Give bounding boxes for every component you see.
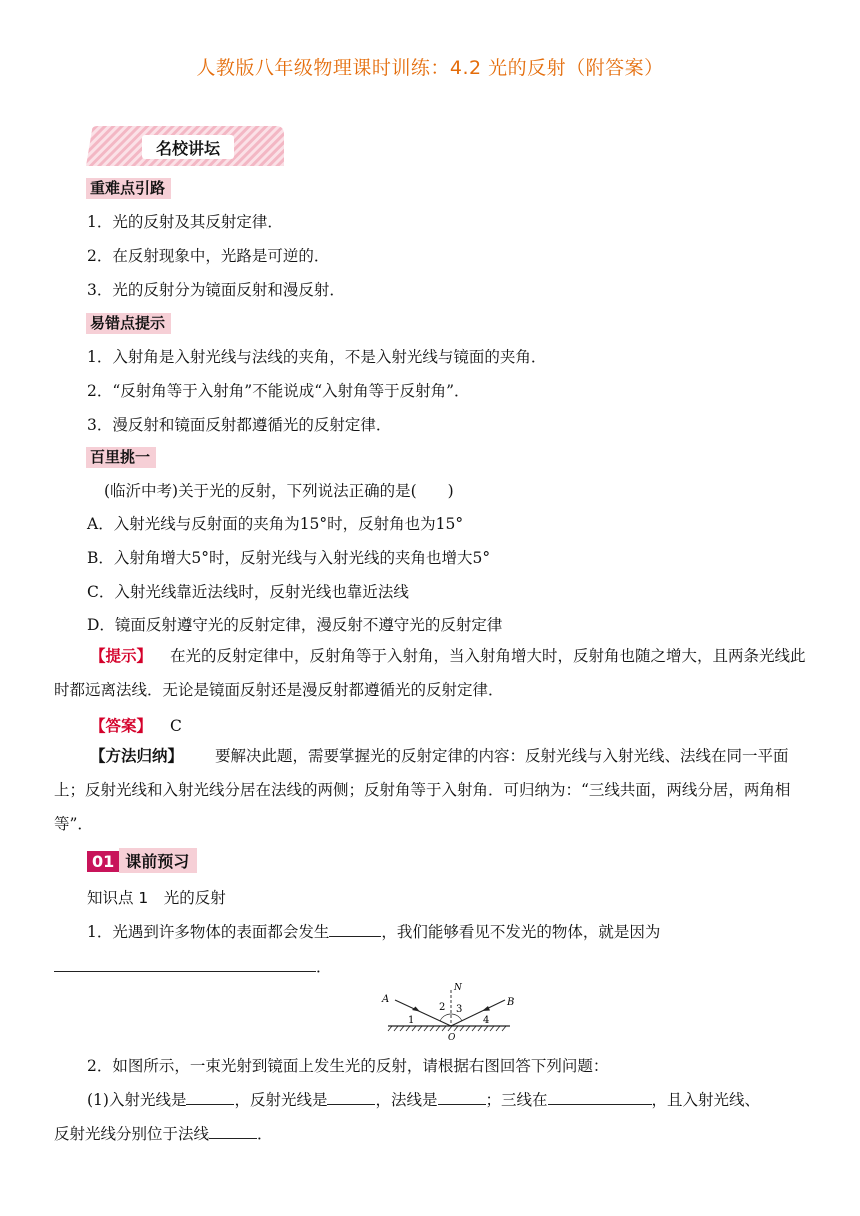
question-1: [87, 920, 660, 942]
answer-label: 【答案】: [90, 716, 153, 735]
answer-blank[interactable]: [548, 1089, 652, 1106]
answer-blank[interactable]: [329, 921, 381, 938]
key-points-tag: 重难点引路: [86, 178, 171, 199]
hint-label: 【提示】: [90, 646, 153, 665]
answer-value: C: [170, 717, 182, 735]
angle-1-label: 1: [408, 1015, 415, 1026]
question-2-1: [87, 1088, 760, 1110]
angle-2-label: 2: [439, 1002, 446, 1013]
knowledge-point-label: 知识点 1 光的反射: [87, 889, 226, 907]
question-2-1-end: ．: [257, 1125, 273, 1143]
banner-label: 名校讲坛: [155, 139, 220, 158]
example-option: C．入射光线靠近法线时，反射光线也靠近法线: [87, 583, 409, 601]
preview-number: 01: [87, 851, 119, 872]
answer-blank[interactable]: [327, 1089, 375, 1106]
answer-blank[interactable]: [438, 1089, 486, 1106]
reflection-diagram: [378, 978, 518, 1042]
example-question: (临沂中考)关于光的反射，下列说法正确的是( ): [104, 482, 454, 500]
answer-blank[interactable]: [209, 1123, 257, 1140]
key-point-item: 2．在反射现象中，光路是可逆的．: [87, 247, 330, 265]
answer-blank[interactable]: [186, 1089, 234, 1106]
key-point-item: 1．光的反射及其反射定律．: [87, 213, 283, 231]
question-2-1-text: 反射光线分别位于法线: [54, 1125, 210, 1143]
preview-heading: [87, 848, 197, 873]
hint-paragraph: [54, 639, 806, 707]
question-1-text: ，我们能够看见不发光的物体，就是因为: [381, 923, 661, 941]
reflection-diagram-icon: [378, 978, 518, 1042]
question-2-1-text: (1)入射光线是: [87, 1091, 187, 1109]
error-point-item: 3．漫反射和镜面反射都遵循光的反射定律．: [87, 416, 392, 434]
preview-label: 课前预习: [119, 848, 197, 873]
example-option: B．入射角增大5°时，反射光线与入射光线的夹角也增大5°: [87, 549, 491, 567]
question-2-1-text: ；三线在: [485, 1091, 548, 1109]
question-2-1-text: ，反射光线是: [234, 1091, 328, 1109]
point-b-label: B: [507, 997, 515, 1008]
question-2: 2．如图所示，一束光射到镜面上发生光的反射，请根据右图回答下列问题：: [87, 1057, 609, 1075]
normal-n-label: N: [454, 983, 462, 993]
question-1-continued: [54, 955, 332, 977]
question-2-1-text: ，且入射光线、: [651, 1091, 761, 1109]
method-text: 要解决此题，需要掌握光的反射定律的内容：反射光线与入射光线、法线在同一平面上；反射光线和入射光线分居在法线的两侧；反射角等于入射角．可归纳为：“三线共面，两线分居，两角相等”．: [54, 747, 791, 833]
example-tag: 百里挑一: [86, 447, 156, 468]
question-1-end: ．: [316, 958, 332, 976]
error-point-item: 2．“反射角等于入射角”不能说成“入射角等于反射角”．: [87, 382, 470, 400]
question-2-1-text: ，法线是: [375, 1091, 438, 1109]
question-2-1-continued: [54, 1122, 273, 1144]
question-1-text: 1．光遇到许多物体的表面都会发生: [87, 923, 330, 941]
section-banner: [86, 126, 284, 166]
example-option: A．入射光线与反射面的夹角为15°时，反射角也为15°: [87, 515, 464, 533]
error-points-tag: 易错点提示: [86, 313, 171, 334]
example-option: D．镜面反射遵守光的反射定律，漫反射不遵守光的反射定律: [87, 616, 503, 634]
page-title: 人教版八年级物理课时训练：4.2 光的反射（附答案）: [196, 57, 664, 79]
angle-3-label: 3: [456, 1004, 463, 1015]
answer-blank[interactable]: [54, 956, 316, 973]
method-paragraph: [54, 739, 806, 841]
answer-row: [90, 714, 182, 736]
key-point-item: 3．光的反射分为镜面反射和漫反射．: [87, 281, 345, 299]
angle-4-label: 4: [483, 1015, 490, 1026]
point-a-label: A: [382, 994, 390, 1005]
point-o-label: O: [448, 1033, 456, 1042]
error-point-item: 1．入射角是入射光线与法线的夹角，不是入射光线与镜面的夹角．: [87, 348, 547, 366]
method-label: 【方法归纳】: [90, 747, 184, 765]
hint-text: 在光的反射定律中，反射角等于入射角，当入射角增大时，反射角也随之增大，且两条光线此时都远离法线．无论是镜面反射还是漫反射都遵循光的反射定律．: [54, 647, 806, 699]
